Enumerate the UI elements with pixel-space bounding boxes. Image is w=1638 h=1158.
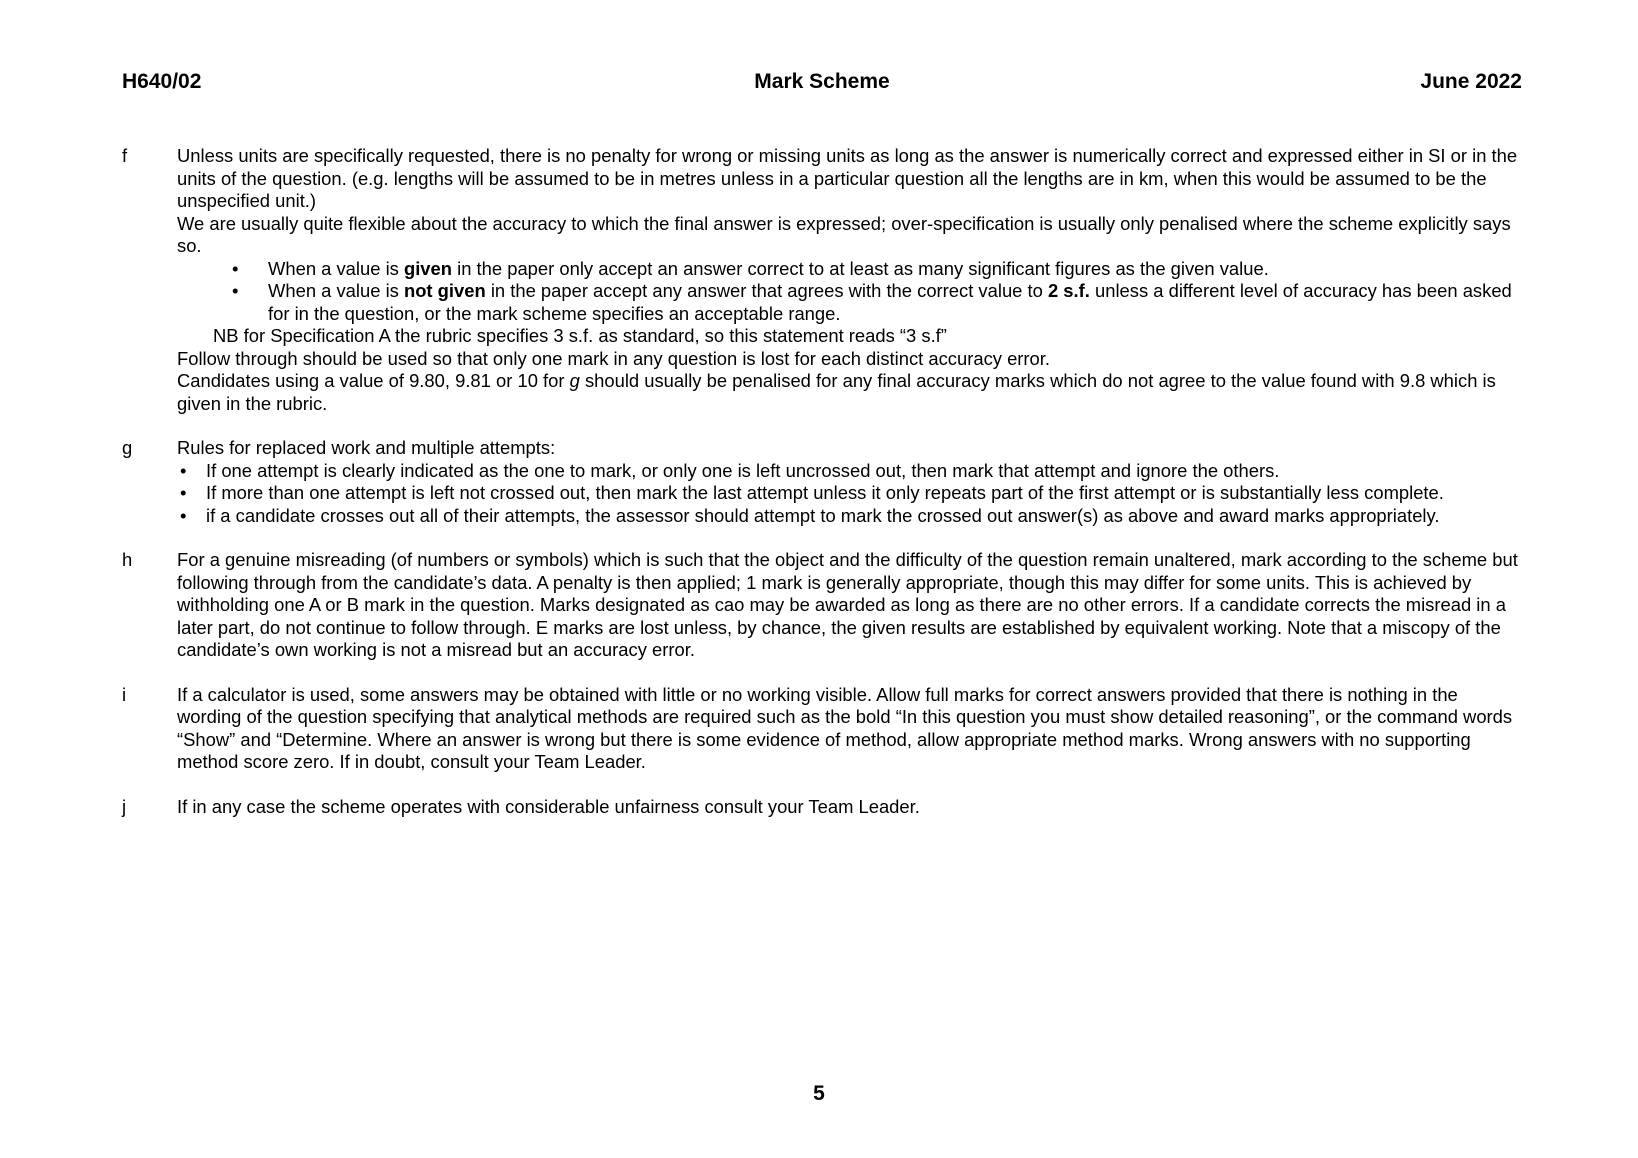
text-run: if a candidate crosses out all of their attempts, the assessor should attempt to mark the crossed out answer(s) as above and award marks appropriately. bbox=[206, 504, 1440, 526]
section-letter: j bbox=[122, 795, 127, 817]
list-item bbox=[177, 258, 1522, 281]
text-run: unless a different level of accuracy has been asked for in the question, or the mark scheme specifies an acceptable range. bbox=[268, 280, 1512, 324]
paragraph bbox=[177, 370, 1522, 415]
bullet-icon: • bbox=[232, 280, 239, 301]
nb-note: NB for Specification A the rubric specifies 3 s.f. as standard, so this statement reads “3 s.f” bbox=[213, 325, 947, 346]
paragraph: We are usually quite flexible about the accuracy to which the final answer is expressed; over-specification is usually only penalised where the scheme explicitly says so. bbox=[177, 212, 1511, 256]
text-run: Candidates using a value of 9.80, 9.81 or 10 for bbox=[177, 370, 570, 391]
document-body bbox=[122, 145, 1522, 840]
page-header bbox=[122, 70, 1522, 100]
section-i bbox=[122, 684, 1522, 774]
bullet-icon: • bbox=[232, 257, 239, 279]
bold-text: not given bbox=[403, 280, 486, 301]
paragraph: Follow through should be used so that only one mark in any question is lost for each distinct accuracy error. bbox=[177, 347, 1050, 369]
document-title: Mark Scheme bbox=[754, 70, 890, 93]
list-item bbox=[177, 280, 1522, 325]
bold-text: 2 s.f. bbox=[1047, 280, 1090, 301]
italic-text: g bbox=[569, 370, 580, 391]
paragraph: Rules for replaced work and multiple attempts: bbox=[177, 437, 556, 458]
section-j bbox=[122, 796, 1522, 819]
paragraph: Unless units are specifically requested, there is no penalty for wrong or missing units as long as the answer is numerically correct and expressed either in SI or in the units of the question. (e.g. lengths will be assumed to be in metres unless in a particular question all the lengths are in km, when this would be assumed to be the unspecified unit.) bbox=[177, 145, 1518, 211]
bold-text: given bbox=[403, 257, 453, 279]
paragraph: If a calculator is used, some answers may be obtained with little or no working visible. Allow full marks for correct answers provided that there is nothing in the wording of the question specifying that analytical methods are required such as the bold “In this question you must show detailed reasoning”, or the command words “Show” and “Determine. Where an answer is wrong but there is some evidence of method, allow appropriate method marks. Wrong answers with no supporting method score zero. If in doubt, consult your Team Leader. bbox=[177, 683, 1513, 772]
paragraph: For a genuine misreading (of numbers or symbols) which is such that the object and the difficulty of the question remain unaltered, mark according to the scheme but following through from the candidate’s data. A penalty is then applied; 1 mark is generally appropriate, though this may differ for some units. This is achieved by withholding one A or B mark in the question. Marks designated as cao may be awarded as long as there are no other errors. If a candidate corrects the misread in a later part, do not continue to follow through. E marks are lost unless, by chance, the given results are established by equivalent working. Note that a miscopy of the candidate’s own working is not a misread but an accuracy error. bbox=[177, 549, 1518, 660]
text-run: If one attempt is clearly indicated as the one to mark, or only one is left uncrossed out, then mark that attempt and ignore the others. bbox=[206, 459, 1280, 481]
section-letter: i bbox=[122, 683, 127, 705]
bullet-list bbox=[177, 258, 1522, 326]
text-run: When a value is bbox=[268, 280, 404, 301]
list-item bbox=[122, 460, 1522, 483]
section-letter: g bbox=[122, 437, 133, 458]
text-run: should usually be penalised for any final accuracy marks which do not agree to the value found with 9.8 which is given in the rubric. bbox=[177, 370, 1496, 414]
paper-code: H640/02 bbox=[122, 70, 202, 93]
list-item bbox=[122, 482, 1522, 505]
section-letter: f bbox=[122, 145, 128, 166]
bullet-icon: • bbox=[180, 482, 187, 503]
section-h bbox=[122, 549, 1522, 662]
bullet-icon: • bbox=[180, 504, 187, 526]
text-run: When a value is bbox=[268, 257, 404, 279]
bullet-icon: • bbox=[180, 459, 187, 481]
section-f bbox=[122, 145, 1522, 415]
page-number: 5 bbox=[813, 1082, 825, 1105]
paragraph: If in any case the scheme operates with considerable unfairness consult your Team Leader. bbox=[177, 795, 920, 817]
text-run: in the paper accept any answer that agrees with the correct value to bbox=[485, 280, 1048, 301]
text-run: If more than one attempt is left not crossed out, then mark the last attempt unless it only repeats part of the first attempt or is substantially less complete. bbox=[206, 482, 1444, 503]
bullet-list bbox=[122, 460, 1522, 528]
section-g bbox=[122, 437, 1522, 527]
section-letter: h bbox=[122, 549, 133, 570]
text-run: in the paper only accept an answer correct to at least as many significant figures as the given value. bbox=[452, 257, 1269, 279]
exam-date: June 2022 bbox=[1420, 70, 1522, 93]
list-item bbox=[122, 505, 1522, 528]
